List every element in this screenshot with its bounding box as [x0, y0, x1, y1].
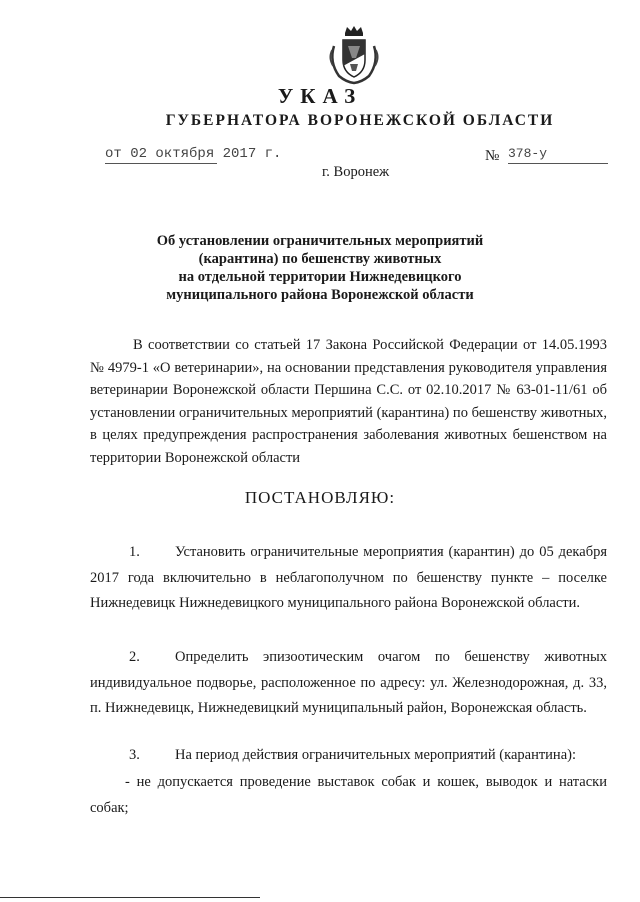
- item-text: Установить ограничительные мероприятия (карантин) до 05 декабря 2017 года включительно в неблагополучном по бешенству пункте – поселке Нижнедевицк Нижнедевицкого муниципального района Воронежской области.: [90, 544, 607, 611]
- document-number: 378-у: [508, 146, 608, 164]
- decree-item-1: [90, 540, 607, 617]
- heading-line: муниципального района Воронежской области: [166, 287, 474, 303]
- coat-of-arms-emblem: [326, 24, 382, 86]
- heading-line: (карантина) по бешенству животных: [198, 251, 442, 267]
- decree-subitem: - не допускается проведение выставок собак и кошек, выводок и натаски собак;: [90, 774, 607, 816]
- heading-line: Об установлении ограничительных мероприятий: [156, 233, 484, 249]
- item-text: Определить эпизоотическим очагом по бешенству животных индивидуальное подворье, расположенное по адресу: ул. Железнодорожная, д. 33, п. Нижнедевицк, Нижнедевицкий муниципальный район, Воронежская область.: [90, 649, 607, 716]
- item-number: 1.: [129, 544, 140, 560]
- number-label: №: [485, 148, 500, 164]
- document-title: УКАЗ: [277, 84, 363, 108]
- bottom-rule: [0, 897, 260, 898]
- heading-line: на отдельной территории Нижнедевицкого: [178, 269, 462, 285]
- preamble-paragraph: В соответствии со статьей 17 Закона Российской Федерации от 14.05.1993 № 4979-1 «О ветеринарии», на основании представления руководителя управления ветеринарии Воронежской области Першина С.С. от 02.10.2017 № 63-01-11/61 об установлении ограничительных мероприятий (карантина) по бешенству животных, в целях предупреждения распространения заболевания животных бешенством на территории Воронежской области: [90, 337, 607, 466]
- decree-word: ПОСТАНОВЛЯЮ:: [244, 488, 396, 507]
- document-heading: [120, 232, 520, 304]
- item-number: 2.: [129, 649, 140, 665]
- document-date: от 02 октября 2017 г.: [105, 146, 282, 162]
- item-number: 3.: [129, 747, 140, 763]
- document-city: г. Воронеж: [322, 164, 390, 180]
- item-text: На период действия ограничительных мероприятий (карантина):: [175, 747, 576, 763]
- decree-item-3: [90, 743, 607, 769]
- decree-item-2: [90, 645, 607, 722]
- document-subtitle: ГУБЕРНАТОРА ВОРОНЕЖСКОЙ ОБЛАСТИ: [165, 112, 555, 129]
